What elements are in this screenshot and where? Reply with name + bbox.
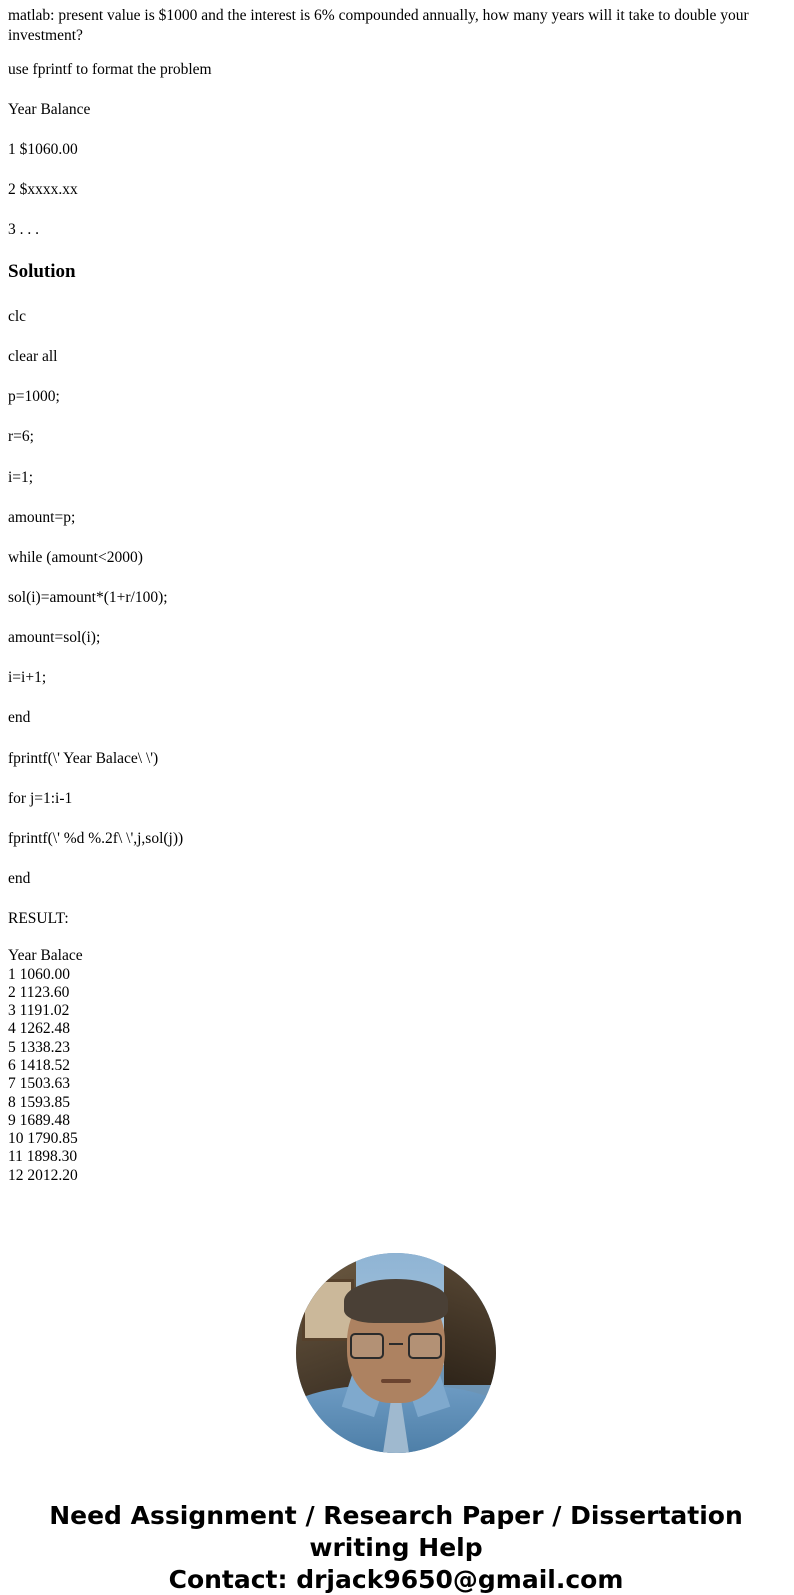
result-row: 7 1503.63 — [8, 1075, 70, 1093]
promo-block — [8, 1501, 784, 1595]
result-row: 10 1790.85 — [8, 1130, 78, 1148]
sample-row: 1 $1060.00 — [8, 140, 78, 158]
code-line: fprintf(\' %d %.2f\ \',j,sol(j)) — [8, 829, 184, 847]
result-row: 9 1689.48 — [8, 1111, 70, 1129]
result-row: 2 1123.60 — [8, 983, 70, 1001]
result-row: 6 1418.52 — [8, 1056, 70, 1074]
promo-contact: Contact: drjack9650@gmail.com — [168, 1564, 624, 1594]
spacer — [8, 1185, 784, 1243]
avatar-wall-right — [444, 1253, 496, 1385]
code-line: end — [8, 870, 31, 888]
avatar-mouth — [381, 1379, 411, 1383]
avatar-glasses-right — [408, 1333, 442, 1359]
avatar-wall-left — [296, 1253, 356, 1397]
instruction-text: use fprintf to format the problem — [8, 60, 212, 78]
promo-line-1: Need Assignment / Research Paper / Dissertation — [49, 1500, 743, 1530]
code-line: for j=1:i-1 — [8, 789, 73, 807]
code-line: sol(i)=amount*(1+r/100); — [8, 589, 168, 607]
result-header: Year Balace — [8, 947, 83, 965]
code-line: clc — [8, 308, 27, 326]
result-row: 11 1898.30 — [8, 1148, 78, 1166]
result-row: 5 1338.23 — [8, 1038, 70, 1056]
code-line: end — [8, 709, 31, 727]
code-line: i=1; — [8, 468, 34, 486]
avatar-glasses-bridge — [389, 1343, 403, 1345]
result-row: 3 1191.02 — [8, 1002, 70, 1020]
avatar-hair — [344, 1279, 448, 1323]
sample-table-header: Year Balance — [8, 100, 91, 118]
code-line: r=6; — [8, 428, 34, 446]
avatar-container — [8, 1253, 784, 1453]
result-row: 1 1060.00 — [8, 965, 70, 983]
code-line: amount=sol(i); — [8, 629, 101, 647]
result-row: 4 1262.48 — [8, 1020, 70, 1038]
sample-row: 3 . . . — [8, 221, 39, 239]
result-row: 12 2012.20 — [8, 1166, 78, 1184]
code-line: amount=p; — [8, 508, 76, 526]
result-label: RESULT: — [8, 910, 69, 928]
code-line: fprintf(\' Year Balace\ \') — [8, 749, 159, 767]
code-line: i=i+1; — [8, 669, 47, 687]
sample-row: 2 $xxxx.xx — [8, 181, 78, 199]
result-row: 8 1593.85 — [8, 1093, 70, 1111]
code-line: p=1000; — [8, 388, 60, 406]
result-output — [8, 947, 784, 1185]
avatar-glasses-left — [350, 1333, 384, 1359]
promo-line-2: writing Help — [309, 1532, 483, 1562]
solution-heading: Solution — [8, 261, 76, 283]
code-line: clear all — [8, 348, 58, 366]
code-line: while (amount<2000) — [8, 548, 143, 566]
question-text: matlab: present value is $1000 and the interest is 6% compounded annually, how many years will it take to double your investment? — [8, 7, 749, 44]
avatar — [296, 1253, 496, 1453]
